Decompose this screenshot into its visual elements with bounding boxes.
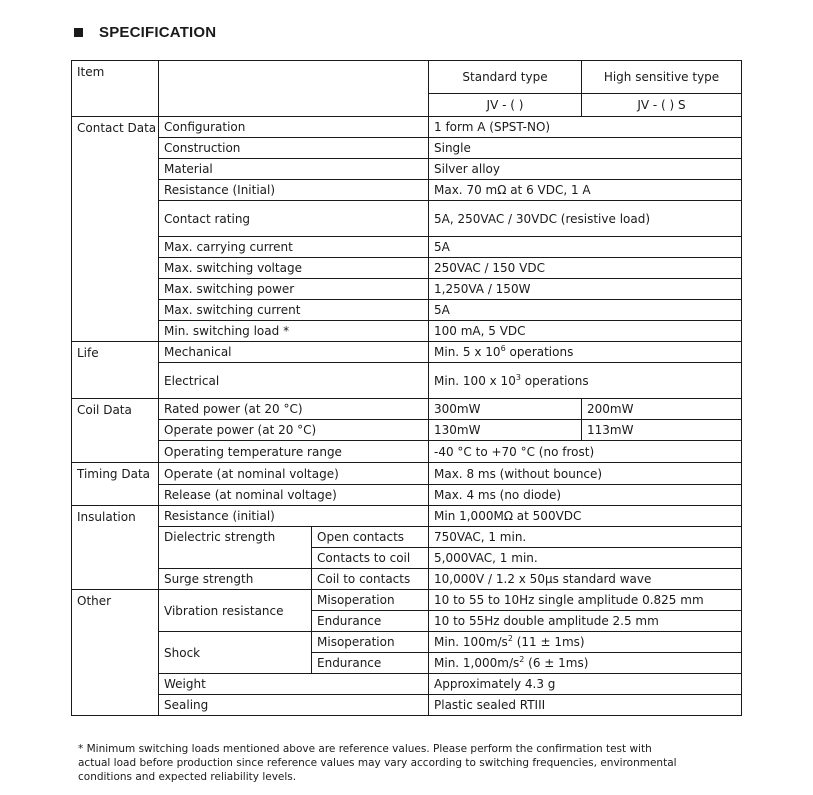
row-label: Weight	[159, 674, 429, 695]
value-exponent: 2	[519, 655, 525, 664]
table-row	[72, 441, 742, 463]
row-label: Rated power (at 20 °C)	[159, 399, 429, 420]
specification-table	[71, 60, 742, 716]
table-row	[72, 485, 742, 506]
row-value	[429, 363, 742, 399]
row-value: 1 form A (SPST-NO)	[429, 117, 742, 138]
value-suffix: operations	[505, 345, 574, 359]
row-label: Resistance (initial)	[159, 506, 429, 527]
table-row	[72, 420, 742, 441]
table-row	[72, 674, 742, 695]
row-label: Max. carrying current	[159, 237, 429, 258]
table-header-row	[72, 61, 742, 94]
group-coil-data: Coil Data	[72, 399, 159, 463]
table-row	[72, 201, 742, 237]
value-prefix: Min. 5 x 10	[434, 345, 501, 359]
table-row	[72, 300, 742, 321]
row-label: Release (at nominal voltage)	[159, 485, 429, 506]
group-timing-data: Timing Data	[72, 463, 159, 506]
row-label: Dielectric strength	[159, 527, 312, 569]
row-sublabel: Endurance	[312, 653, 429, 674]
value-suffix: operations	[520, 373, 589, 388]
table-row	[72, 180, 742, 201]
value-exponent: 6	[500, 344, 506, 353]
row-label: Operate power (at 20 °C)	[159, 420, 429, 441]
section-heading	[74, 22, 216, 42]
table-row	[72, 463, 742, 485]
table-row	[72, 632, 742, 653]
row-label: Electrical	[159, 363, 429, 399]
table-row	[72, 695, 742, 716]
row-label: Mechanical	[159, 342, 429, 363]
group-contact-data: Contact Data	[72, 117, 159, 342]
row-value: Max. 8 ms (without bounce)	[429, 463, 742, 485]
row-value: 5A	[429, 300, 742, 321]
row-value	[429, 342, 742, 363]
row-sublabel: Endurance	[312, 611, 429, 632]
row-sublabel: Misoperation	[312, 632, 429, 653]
table-row	[72, 159, 742, 180]
row-label: Resistance (Initial)	[159, 180, 429, 201]
table-row	[72, 237, 742, 258]
table-row	[72, 363, 742, 399]
row-sublabel: Misoperation	[312, 590, 429, 611]
header-blank-cell	[159, 61, 429, 117]
row-value: 5A, 250VAC / 30VDC (resistive load)	[429, 201, 742, 237]
value-exponent: 2	[507, 634, 513, 643]
row-value-standard: 300mW	[429, 399, 582, 420]
group-life: Life	[72, 342, 159, 399]
row-value: Min 1,000MΩ at 500VDC	[429, 506, 742, 527]
row-value: 5,000VAC, 1 min.	[429, 548, 742, 569]
row-label: Surge strength	[159, 569, 312, 590]
group-insulation: Insulation	[72, 506, 159, 590]
row-value: Max. 70 mΩ at 6 VDC, 1 A	[429, 180, 742, 201]
row-value	[429, 632, 742, 653]
table-row	[72, 527, 742, 548]
row-label: Min. switching load *	[159, 321, 429, 342]
table-row	[72, 569, 742, 590]
row-value: 5A	[429, 237, 742, 258]
row-sublabel: Coil to contacts	[312, 569, 429, 590]
table-row	[72, 279, 742, 300]
row-label: Shock	[159, 632, 312, 674]
row-label: Max. switching power	[159, 279, 429, 300]
table-row	[72, 506, 742, 527]
row-value: 1,250VA / 150W	[429, 279, 742, 300]
row-value: Approximately 4.3 g	[429, 674, 742, 695]
row-value	[429, 653, 742, 674]
value-exponent: 3	[515, 372, 521, 382]
value-prefix: Min. 100 x 10	[434, 373, 516, 388]
header-high-sensitive-model: JV - ( ) S	[582, 94, 742, 117]
table-row	[72, 117, 742, 138]
row-label: Sealing	[159, 695, 429, 716]
row-value: -40 °C to +70 °C (no frost)	[429, 441, 742, 463]
table-row	[72, 321, 742, 342]
row-value: Plastic sealed RTIII	[429, 695, 742, 716]
row-value: 250VAC / 150 VDC	[429, 258, 742, 279]
row-value-high-sensitive: 200mW	[582, 399, 742, 420]
row-label: Max. switching voltage	[159, 258, 429, 279]
row-label: Contact rating	[159, 201, 429, 237]
bullet-square-icon	[74, 28, 83, 37]
row-value: 10,000V / 1.2 x 50µs standard wave	[429, 569, 742, 590]
row-value-high-sensitive: 113mW	[582, 420, 742, 441]
row-label: Material	[159, 159, 429, 180]
row-value: 10 to 55Hz double amplitude 2.5 mm	[429, 611, 742, 632]
row-value: Max. 4 ms (no diode)	[429, 485, 742, 506]
row-sublabel: Contacts to coil	[312, 548, 429, 569]
row-label: Vibration resistance	[159, 590, 312, 632]
row-value: 10 to 55 to 10Hz single amplitude 0.825 mm	[429, 590, 742, 611]
value-prefix: Min. 100m/s	[434, 635, 508, 649]
row-value: 100 mA, 5 VDC	[429, 321, 742, 342]
row-value: 750VAC, 1 min.	[429, 527, 742, 548]
footnote: * Minimum switching loads mentioned above are reference values. Please perform the confirmation test with actual load before production since reference values may vary according to switching frequencies, environmental conditions and expected reliability levels.	[78, 743, 677, 783]
table-row	[72, 342, 742, 363]
row-value-standard: 130mW	[429, 420, 582, 441]
row-value: Silver alloy	[429, 159, 742, 180]
row-label: Operate (at nominal voltage)	[159, 463, 429, 485]
header-standard-type: Standard type	[429, 61, 582, 94]
section-title: SPECIFICATION	[99, 23, 217, 41]
value-suffix: (11 ± 1ms)	[512, 635, 585, 649]
table-row	[72, 258, 742, 279]
value-prefix: Min. 1,000m/s	[434, 656, 520, 670]
row-label: Max. switching current	[159, 300, 429, 321]
row-label: Construction	[159, 138, 429, 159]
header-item-label: Item	[72, 61, 159, 117]
table-row	[72, 138, 742, 159]
row-label: Operating temperature range	[159, 441, 429, 463]
table-row	[72, 590, 742, 611]
header-standard-model: JV - ( )	[429, 94, 582, 117]
table-row	[72, 399, 742, 420]
row-label: Configuration	[159, 117, 429, 138]
value-suffix: (6 ± 1ms)	[524, 656, 589, 670]
group-other: Other	[72, 590, 159, 716]
row-value: Single	[429, 138, 742, 159]
header-high-sensitive-type: High sensitive type	[582, 61, 742, 94]
row-sublabel: Open contacts	[312, 527, 429, 548]
